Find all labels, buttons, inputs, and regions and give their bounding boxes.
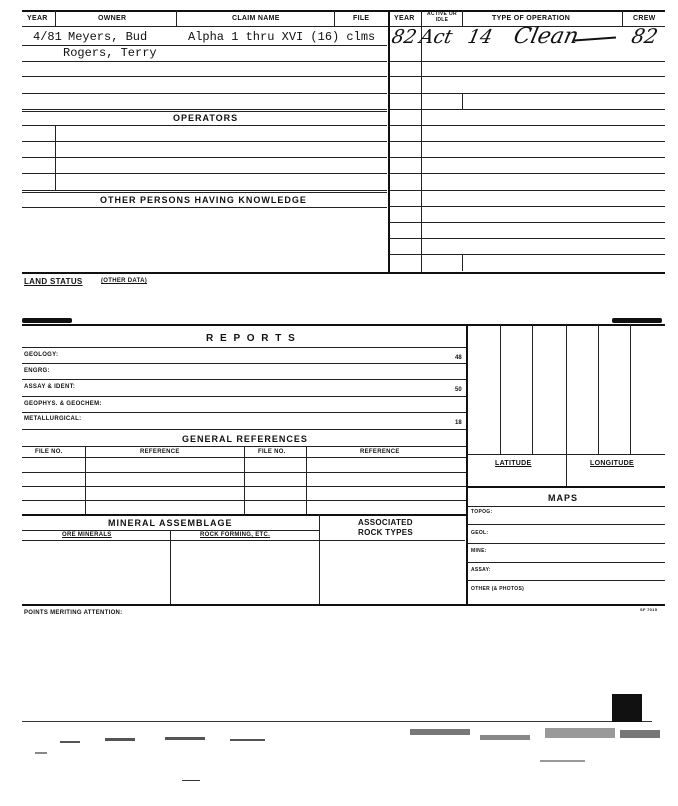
col-divider <box>334 10 335 26</box>
operator-row-line <box>22 157 387 158</box>
activity-row-line <box>389 76 665 77</box>
header-claim-name: CLAIM NAME <box>232 15 280 22</box>
noise-speck <box>105 738 135 741</box>
longitude-label: LONGITUDE <box>590 460 634 467</box>
activity-row-line <box>389 157 665 158</box>
noise-speck <box>35 752 47 754</box>
activity-row-line <box>389 222 665 223</box>
coord-grid-line <box>532 324 533 454</box>
operator-row-line <box>22 190 387 191</box>
activity-row-line <box>389 206 665 207</box>
col-divider <box>462 10 463 26</box>
report-row-line <box>22 429 466 430</box>
punch-mark-right <box>612 318 662 323</box>
land-status-sublabel: (OTHER DATA) <box>101 278 148 284</box>
report-row-line <box>22 412 466 413</box>
points-meriting-attention-label: POINTS MERITING ATTENTION: <box>24 610 123 616</box>
row-line <box>22 109 387 110</box>
punch-mark-left <box>22 318 72 323</box>
geophys-label: GEOPHYS. & GEOCHEM: <box>24 401 102 407</box>
activity-type-handwritten: Clean <box>511 24 581 49</box>
other-persons-heading: OTHER PERSONS HAVING KNOWLEDGE <box>100 195 307 205</box>
rock-types-heading: ROCK TYPES <box>358 528 414 537</box>
geol-map-label: GEOL: <box>471 530 489 536</box>
reports-top-border <box>22 324 665 326</box>
activity-row-line <box>389 109 665 110</box>
header-year: YEAR <box>27 15 48 22</box>
owner-value-2: Rogers, Terry <box>63 46 157 60</box>
assay-number: 50 <box>455 387 462 393</box>
row-line <box>22 93 387 94</box>
claim-name-value: Alpha 1 thru XVI (16) clms <box>188 30 376 44</box>
coord-grid-line <box>630 324 631 454</box>
row-line <box>22 76 387 77</box>
maps-row-line <box>467 543 665 544</box>
file-no-header-1: FILE NO. <box>35 449 63 455</box>
operator-row-line <box>22 173 387 174</box>
row-line <box>22 61 387 62</box>
header-active-idle: ACTIVE OR IDLE <box>427 11 457 23</box>
tick-mark <box>462 254 463 271</box>
associated-heading: ASSOCIATED <box>358 518 413 527</box>
header-type-of-operation: TYPE OF OPERATION <box>492 15 571 22</box>
row-line <box>22 45 387 46</box>
assay-ident-label: ASSAY & IDENT: <box>24 384 76 390</box>
activity-row-line <box>389 190 665 191</box>
activity-day-handwritten: 14 <box>465 26 495 48</box>
reference-header-2: REFERENCE <box>360 449 400 455</box>
activity-row-line <box>389 141 665 142</box>
rock-forming-header: ROCK FORMING, ETC. <box>200 532 271 538</box>
report-row-line <box>22 396 466 397</box>
mineral-assemblage-heading: MINERAL ASSEMBLAGE <box>108 518 233 528</box>
engrg-label: ENGRG: <box>24 368 50 374</box>
operators-col-divider <box>55 125 56 191</box>
gen-ref-col-divider <box>306 446 307 514</box>
geology-label: GEOLOGY: <box>24 352 59 358</box>
maps-row-line <box>467 580 665 581</box>
activity-status-handwritten: Act <box>417 26 455 48</box>
report-row-line <box>22 363 466 364</box>
noise-speck <box>545 728 615 738</box>
mineral-subheader-line <box>22 540 465 541</box>
header-crew: CREW <box>633 15 656 22</box>
coord-grid-line <box>598 324 599 454</box>
mine-map-label: MINE: <box>471 548 487 554</box>
activity-row-line <box>389 125 665 126</box>
tick-mark <box>462 93 463 109</box>
coord-grid-line <box>566 324 567 454</box>
activity-row-line <box>389 93 665 94</box>
activity-crew-handwritten: 82 <box>629 24 661 48</box>
noise-speck <box>60 741 80 743</box>
activity-row-line <box>389 61 665 62</box>
other-persons-header-line <box>22 207 387 208</box>
geology-number: 48 <box>455 355 462 361</box>
noise-block <box>612 694 642 722</box>
handwritten-stroke <box>574 37 616 42</box>
owner-value-1: Meyers, Bud <box>68 30 148 44</box>
col-divider <box>176 10 177 26</box>
other-photos-label: OTHER (& PHOTOS) <box>471 586 525 592</box>
coord-grid-bottom <box>467 454 665 455</box>
noise-speck <box>620 730 660 738</box>
reports-heading: R E P O R T S <box>206 333 297 344</box>
maps-row-line <box>467 524 665 525</box>
mineral-col-divider <box>319 514 320 604</box>
table-bottom-border <box>22 272 665 274</box>
lat-long-divider <box>566 454 567 486</box>
reference-header-1: REFERENCE <box>140 449 180 455</box>
header-owner: OWNER <box>98 15 127 22</box>
other-persons-top-line <box>22 192 387 193</box>
form-number: SF 7015 <box>640 607 658 612</box>
noise-speck <box>540 760 585 762</box>
metallurgical-label: METALLURGICAL: <box>24 416 82 422</box>
operators-heading: OPERATORS <box>173 113 239 123</box>
coord-grid-line <box>500 324 501 454</box>
latitude-label: LATITUDE <box>495 460 532 467</box>
activity-row-line <box>389 238 665 239</box>
ore-minerals-header: ORE MINERALS <box>62 532 112 538</box>
land-status-label: LAND STATUS <box>24 277 83 286</box>
activity-year-handwritten: 82 <box>389 26 419 48</box>
assay-map-label: ASSAY: <box>471 567 491 573</box>
maps-top-line <box>467 486 665 488</box>
metallurgical-number: 18 <box>455 420 462 426</box>
claim-year-value: 4/81 <box>33 30 62 44</box>
mineral-col-divider <box>170 530 171 604</box>
noise-speck <box>165 737 205 740</box>
gen-ref-col-divider <box>85 446 86 514</box>
operator-row-line <box>22 141 387 142</box>
table-top-border <box>22 10 665 12</box>
lower-form-bottom-border <box>22 604 665 606</box>
noise-speck <box>480 735 530 740</box>
topog-label: TOPOG: <box>471 509 493 515</box>
operators-top-line <box>22 111 387 112</box>
maps-row-line <box>467 562 665 563</box>
activity-row-line <box>389 173 665 174</box>
col-divider <box>622 10 623 26</box>
header-file: FILE <box>353 15 370 22</box>
file-no-header-2: FILE NO. <box>258 449 286 455</box>
activity-row-line <box>389 254 665 255</box>
general-references-heading: GENERAL REFERENCES <box>182 434 308 444</box>
noise-speck <box>182 780 200 781</box>
operators-header-line <box>22 125 387 126</box>
col-divider <box>55 10 56 26</box>
maps-heading: MAPS <box>548 493 579 503</box>
report-row-line <box>22 379 466 380</box>
noise-speck <box>230 739 265 741</box>
noise-line <box>22 721 652 722</box>
header-year-2: YEAR <box>394 15 415 22</box>
reports-header-line <box>22 347 466 348</box>
gen-ref-col-divider <box>244 446 245 514</box>
noise-speck <box>410 729 470 735</box>
gen-ref-bottom-line <box>22 514 466 516</box>
maps-header-line <box>467 506 665 507</box>
